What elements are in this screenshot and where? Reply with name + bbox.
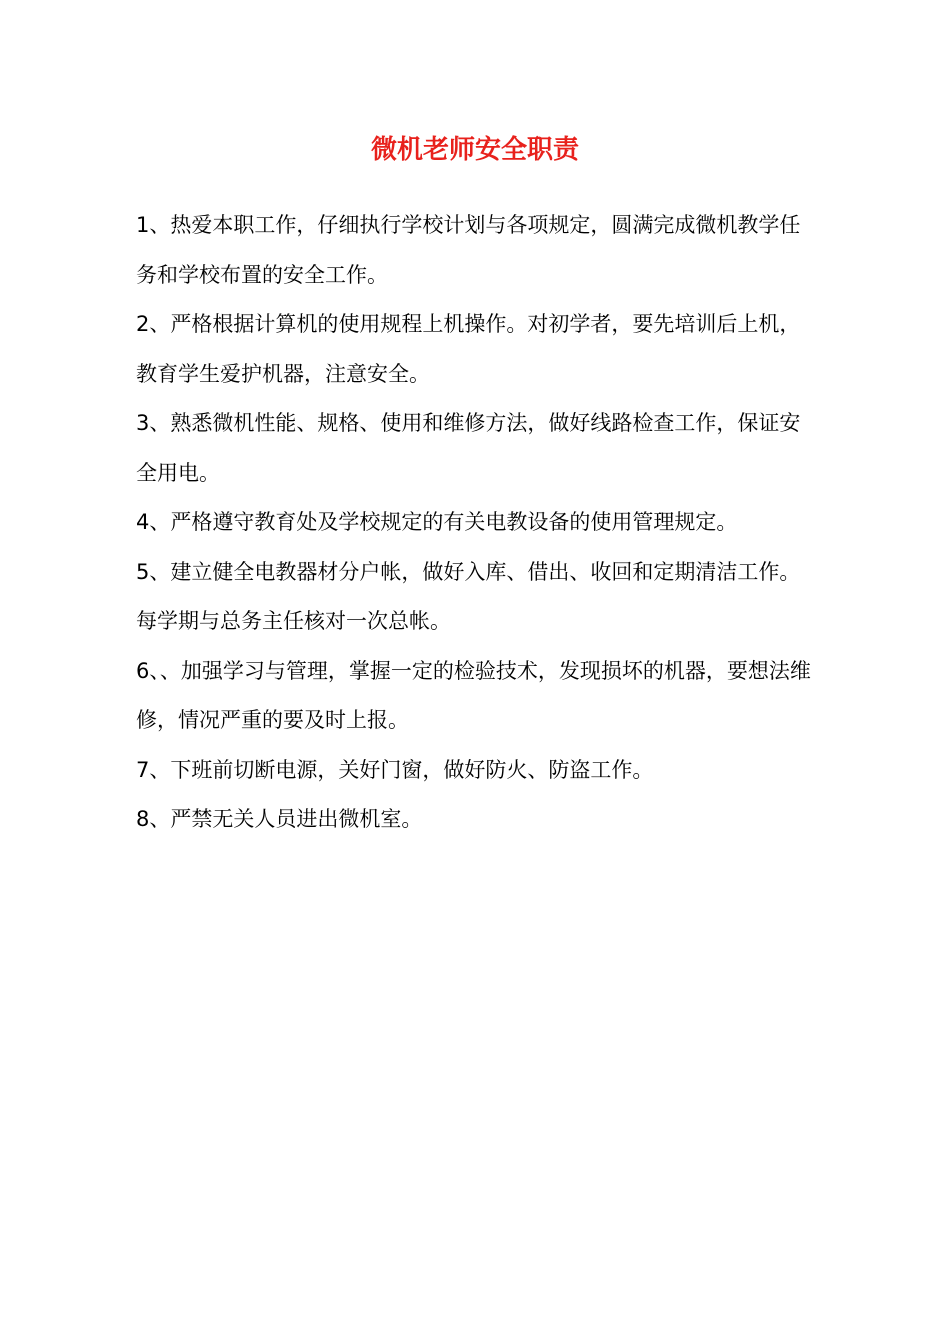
duty-item-7: 7、下班前切断电源，关好门窗，做好防火、防盗工作。 (136, 757, 654, 782)
duty-item-5: 5、建立健全电教器材分户帐，做好入库、借出、收回和定期清洁工作。每学期与总务主任核对一次总帐。 (136, 559, 801, 633)
duty-item-4: 4、严格遵守教育处及学校规定的有关电教设备的使用管理规定。 (136, 510, 738, 534)
duty-item-2: 2、严格根据计算机的使用规程上机操作。对初学者，要先培训后上机，教育学生爱护机器，注意安全。 (136, 312, 801, 386)
duty-item-8: 8、严禁无关人员进出微机室。 (136, 807, 423, 831)
duty-item-3: 3、熟悉微机性能、规格、使用和维修方法，做好线路检查工作，保证安全用电。 (136, 411, 801, 485)
duty-item-6: 6、、加强学习与管理，掌握一定的检验技术，发现损坏的机器，要想法维修，情况严重的要及时上报。 (136, 658, 811, 732)
duty-item-1: 1、热爱本职工作，仔细执行学校计划与各项规定，圆满完成微机教学任务和学校布置的安全工作。 (136, 213, 801, 287)
document-body (136, 201, 816, 845)
document-title: 微机老师安全职责 (370, 135, 579, 165)
